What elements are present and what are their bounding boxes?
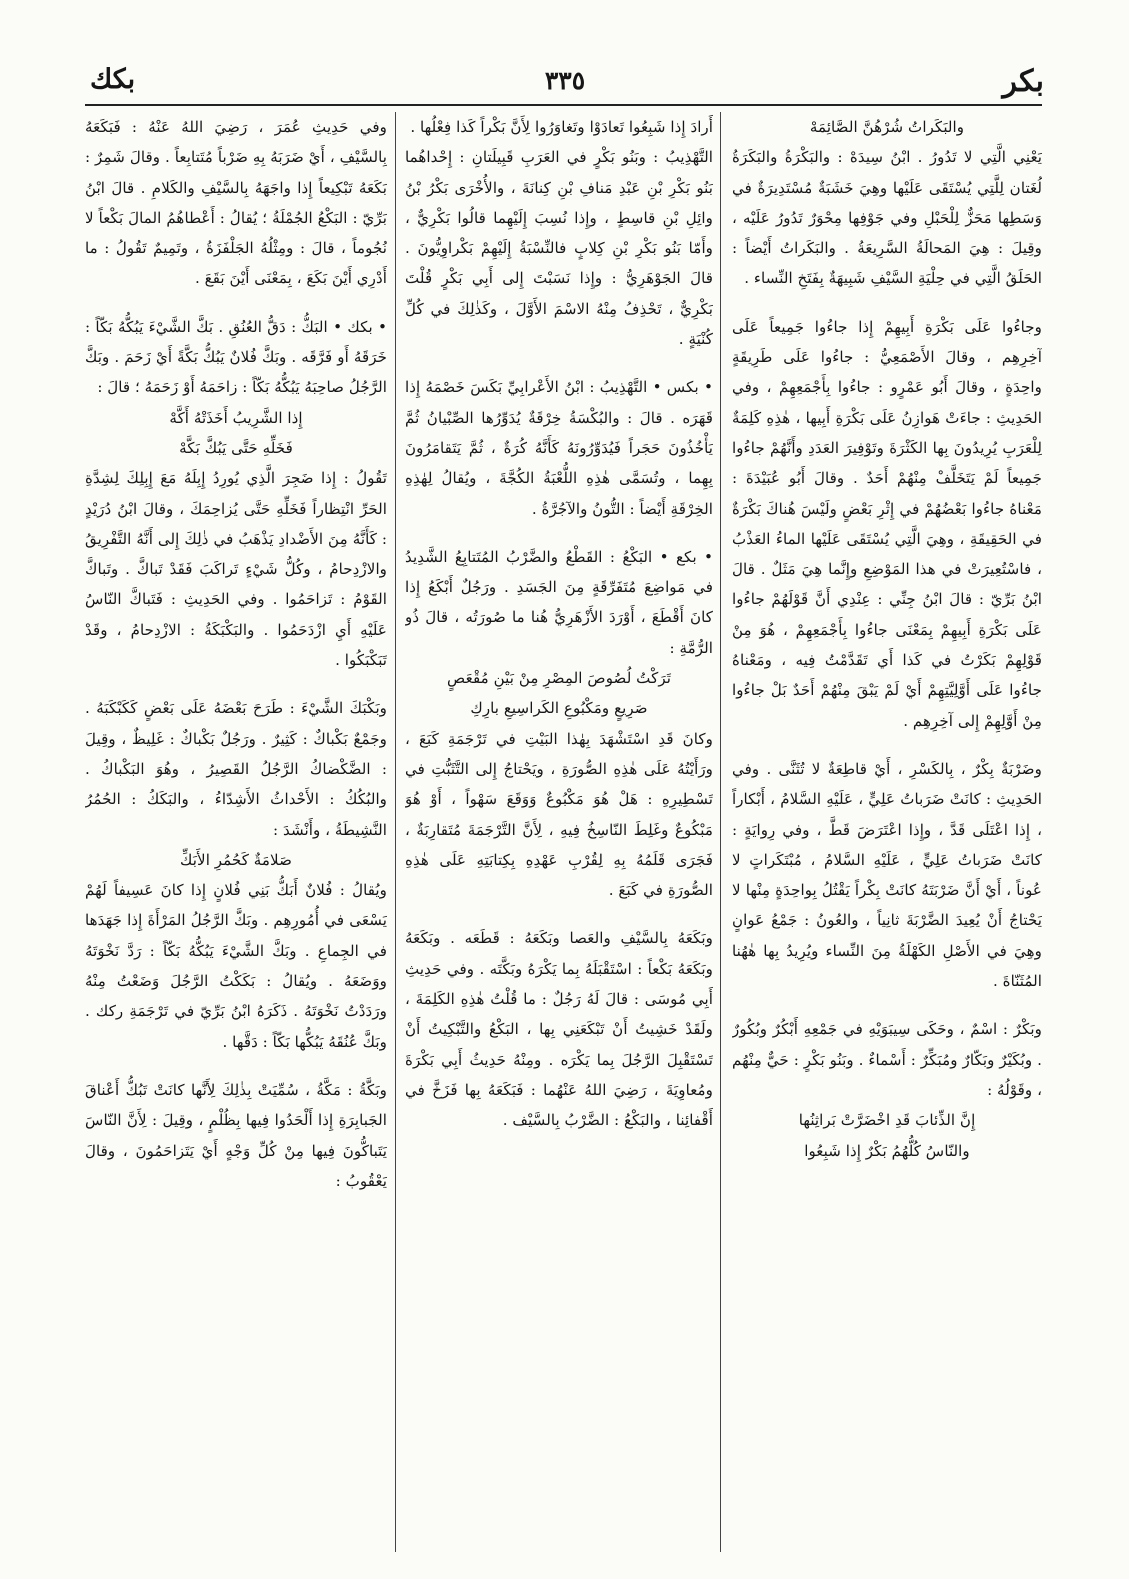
entry-baks: • بكس • التَّهْذِيبُ : ابْنُ الأَعْرابِيِّ بَكَسَ خَصْمَهُ إِذا قَهَرَه . قالَ : والبُكْسَةُ خِرْقَةٌ يُدَوِّرُها الصِّبْيانُ ثُمَّ يَأْخُذُونَ حَجَراً فَيُدَوِّرُونَهُ كَأَنَّهُ كُرَةٌ ، ثُمَّ يَتَقامَرُونَ بِهِما ، وتُسَمَّى هٰذِهِ اللُّعْبَةُ الكُجَّةَ ، ويُقالُ لِهٰذِهِ الخِرْقَةِ أَيْضاً : التُّونُ والآجُرَّةُ . — [405, 378, 713, 518]
column-divider — [395, 112, 396, 1552]
header-rule — [85, 104, 1042, 106]
column-middle — [405, 112, 713, 1552]
paragraph: التَّهْذِيبُ : وبَنُو بَكْرٍ في العَرَبِ قَبِيلَتانِ : إِحْداهُما بَنُو بَكْرِ بْنِ عَبْدِ مَنافِ بْنِ كِنانَةَ ، والأُخْرَى بَكْرُ بْنُ وائِلِ بْنِ قاسِطٍ ، وإِذا نُسِبَ إِلَيْهِما قالُوا بَكْرِيٌّ ، وأَمّا بَنُو بَكْرِ بْنِ كِلابٍ فالنِّسْبَةُ إِلَيْهِمْ بَكْراوِيُّونَ . قالَ الجَوْهَرِيُّ : وإِذا نَسَبْتَ إِلى أَبِي بَكْرٍ قُلْتَ بَكْرِيٌّ ، تَحْذِفُ مِنْهُ الاسْمَ الأَوَّلَ ، وكَذٰلِكَ في كُلِّ كُنْيَةٍ . — [405, 148, 713, 349]
running-head-left: بكك — [90, 64, 136, 95]
verse-line: فَخَلِّهِ حَتَّى يَبُكَّ بَكَّهْ — [179, 438, 293, 457]
paragraph: يَعْنِي الَّتِي لا تَدُورُ . ابْنُ سِيدَهْ : والبَكْرَةُ والبَكَرَةُ لُغَتان لِلَّتِي يُسْتَقَى عَلَيْها وهِيَ خَشَبَةٌ مُسْتَدِيرَةٌ في وَسَطِها مَحَزٌّ لِلْحَبْلِ وفي جَوْفِها مِحْوَرٌ تَدُورُ عَلَيْه ، وقِيلَ : هِيَ المَحالَةُ السَّرِيعَةُ . والبَكَراتُ أَيْضاً : الحَلَقُ الَّتِي في حِلْيَةِ السَّيْفِ شَبِيهَةٌ بِفَتَخِ النِّساء . — [732, 148, 1042, 288]
paragraph: وفي حَدِيثِ عُمَرَ ، رَضِيَ اللهُ عَنْهُ : فَبَكَعَهُ بِالسَّيْفِ ، أَيْ ضَرَبَهُ بِهِ ضَرْباً مُتَتابِعاً . وقالَ شَمِرٌ : بَكَعَهُ تَبْكِيعاً إِذا واجَهَهُ بِالسَّيْفِ والكَلامِ . قالَ ابْنُ بَرِّيّ : البَكْعُ الجُمْلَةُ ؛ يُقالُ : أَعْطاهُمُ المالَ بَكْعاً لا نُجُوماً ، قالَ : ومِثْلُهُ الجَلْفَزَةُ ، وتَمِيمٌ تَقُولُ : ما أَدْرِي أَيْنَ بَكَعَ ، بِمَعْنَى أَيْنَ بَقَعَ . — [85, 118, 387, 288]
column-right — [732, 112, 1042, 1552]
column-divider — [720, 112, 721, 1552]
paragraph: وضَرْبَةٌ بِكْرٌ ، بِالكَسْرِ ، أَيْ قاطِعَةٌ لا تُثَنَّى . وفي الحَدِيثِ : كانَتْ ضَرَباتُ عَلِيٍّ ، عَلَيْهِ السَّلامُ ، أَبْكاراً ، إِذا اعْتَلَى قَدَّ ، وإِذا اعْتَرَضَ قَطَّ ، وفي رِوايَةٍ : كانَتْ ضَرَباتُ عَلِيٍّ ، عَلَيْهِ السَّلامُ ، مُبْتَكَراتٍ لا عُوناً ، أَيْ أَنَّ ضَرْبَتَهُ كانَتْ بِكْراً يَقْتُلُ بِواحِدَةٍ مِنْها لا يَحْتاجُ أَنْ يُعِيدَ الضَّرْبَةَ ثانِياً ، والعُونُ : جَمْعُ عَوانٍ وهِيَ في الأَصْلِ الكَهْلَةُ مِنَ النِّساء ويُرِيدُ بِها هٰهُنا المُثَنّاةَ . — [732, 759, 1042, 991]
verse-line: والبَكَراتُ شُرْهُنَّ الصَّائِمَهْ — [809, 118, 965, 136]
paragraph: وبَكَعَهُ بِالسَّيْفِ والعَصا وبَكَعَهُ : قَطَعَه . وبَكَعَهُ وبَكَعَهُ بَكْعاً : اسْتَقْبَلَهُ بِما يَكْرَهُ وبَكَّتَه . وفي حَدِيثِ أَبِي مُوسَى : قالَ لَهُ رَجُلٌ : ما قُلْتُ هٰذِهِ الكَلِمَةَ ، ولَقَدْ خَشِيتُ أَنْ تَبْكَعَنِي بِها ، البَكْعُ والتَّبْكِيتُ أَنْ تَسْتَقْبِلَ الرَّجُلَ بِما يَكْرَه . ومِنْهُ حَدِيثُ أَبِي بَكْرَةَ ومُعاوِيَةَ ، رَضِيَ اللهُ عَنْهُما : فَبَكَعَهُ بِها فَزَخَّ في أَقْفائِنا ، والبَكْعُ : الضَّرْبُ بِالسَّيْف . — [405, 929, 713, 1130]
paragraph: وكانَ قَدِ اسْتَشْهَدَ بِهٰذا البَيْتِ في تَرْجَمَةِ كَبَعَ ، ورَأَيْتُهُ عَلَى هٰذِهِ الصُّورَةِ ، ويَحْتاجُ إِلى التَّثَبُّتِ في تَسْطِيرِهِ : هَلْ هُوَ مَكْبُوعٌ وَوَقَعَ سَهْواً ، أَوْ هُوَ مَبْكُوعٌ وغَلِطَ النّاسِخُ فِيهِ ، لِأَنَّ التَّرْجَمَةَ مُتَقارِبَةٌ ، فَجَرَى قَلَمُهُ بِهِ لِقُرْبِ عَهْدِهِ بِكِتابَتِهِ عَلَى هٰذِهِ الصُّورَةِ في كَبَعَ . — [405, 729, 713, 900]
paragraph: وبَكْبَكَ الشَّيْءَ : طَرَحَ بَعْضَهُ عَلَى بَعْضٍ كَكَبْكَبَهُ . وجَمْعٌ بَكْباكٌ : كَثِيرٌ . ورَجُلٌ بَكْباكٌ : غَلِيظٌ ، وقِيلَ : الضَّكْضاكُ الرَّجُلُ القَصِيرُ ، وهُوَ البَكْباكُ . والبُكُكُ : الأَحْداثُ الأَشِدّاءُ ، والبَكَكُ : الحُمُرُ النَّشِيطَةُ ، وأَنْشَدَ : — [85, 699, 387, 839]
paragraph: ويُقالُ : فُلانٌ أَبَكُّ بَنِي فُلانٍ إِذا كانَ عَسِيفاً لَهُمْ يَسْعَى في أُمُورِهِم . وبَكَّ الرَّجُلُ المَرْأَةَ إِذا جَهَدَها في الجِماعِ . وبَكَّ الشَّيْءَ يَبُكُّهُ بَكّاً : رَدَّ نَخْوَتَهُ ووَضَعَهُ . ويُقالُ : بَكَكْتُ الرَّجُلَ وَضَعْتُ مِنْهُ ورَدَدْتُ نَخْوَتَهُ . ذَكَرَهُ ابْنُ بَرِّيّ في تَرْجَمَةِ ركك . وبَكَّ عُنُقَهُ يَبُكُّها بَكّاً : دَقَّها . — [85, 881, 387, 1051]
entry-bak-a: • بكع • البَكْعُ : القَطْعُ والضَّرْبُ المُتَتابِعُ الشَّدِيدُ في مَواضِعَ مُتَفَرِّقَةٍ مِنَ الجَسَدِ . ورَجُلٌ أَبْكَعُ إِذا كانَ أَقْطَعَ ، أَوْرَدَ الأَزْهَرِيُّ هُنا ما صُورَتُه ، قالَ ذُو الرُّمَّةِ : — [405, 547, 713, 657]
page-number: ٣٣٥ — [544, 66, 586, 95]
paragraph: وجاءُوا عَلَى بَكْرَةِ أَبِيهِمْ إِذا جاءُوا جَمِيعاً عَلَى آخِرِهِم ، وقالَ الأَصْمَعِيُّ : جاءُوا عَلَى طَرِيقَةٍ واحِدَةٍ ، وقالَ أَبُو عَمْرٍو : جاءُوا بِأَجْمَعِهِمْ ، وفي الحَدِيثِ : جاءَتْ هَوازِنُ عَلَى بَكْرَةِ أَبِيها ، هٰذِهِ كَلِمَةٌ لِلْعَرَبِ يُرِيدُونَ بِها الكَثْرَةَ وتَوْفِيرَ العَدَدِ وأَنَّهُمْ جاءُوا جَمِيعاً لَمْ يَتَخَلَّفْ مِنْهُمْ أَحَدٌ . وقالَ أَبُو عُبَيْدَةَ : مَعْناهُ جاءُوا بَعْضُهُمْ في إِثْرِ بَعْضٍ ولَيْسَ هُناكَ بَكْرَةٌ في الحَقِيقَةِ ، وهِيَ الَّتِي يُسْتَقَى عَلَيْها الماءُ العَذْبُ ، فاسْتُعِيرَتْ في هذا المَوْضِعِ وإِنَّما هِيَ مَثَلٌ . قالَ ابْنُ بَرِّيّ : قالَ ابْنُ جِنِّي : عِنْدِي أَنَّ قَوْلَهُمْ جاءُوا عَلَى بَكْرَةِ أَبِيهِمْ بِمَعْنَى جاءُوا بِأَجْمَعِهِمْ ، هُوَ مِنْ قَوْلِهِمْ بَكَرْتُ في كَذا أَي تَقَدَّمْتُ فِيه ، ومَعْناهُ جاءُوا عَلَى أَوَّلِيَّتِهِمْ أَيْ لَمْ يَبْقَ مِنْهُمْ أَحَدٌ بَلْ جاءُوا مِنْ أَوَّلِهِمْ إِلى آخِرِهِم . — [732, 317, 1042, 730]
verse-line: والنّاسُ كُلُّهُمُ بَكْرٌ إِذا شَبِعُوا — [804, 1141, 970, 1160]
verse-line: تَرَكْتُ لُصُوصَ المِصْرِ مِنْ بَيْنِ مُقْعَصٍ — [447, 669, 671, 688]
paragraph: وبَكَّةُ : مَكَّةُ ، سُمِّيَتْ بِذٰلِكَ لِأَنَّها كانَتْ تَبُكُّ أَعْناقَ الجَبابِرَةِ إِذا أَلْحَدُوا فِيها بِظُلْمٍ ، وقِيلَ : لِأَنَّ النّاسَ يَتَباكُّونَ فِيها مِنْ كُلِّ وَجْهٍ أَيْ يَتَزاحَمُونَ ، وقالَ يَعْقُوبُ : — [85, 1080, 387, 1190]
paragraph: وبَكْرٌ : اسْمٌ ، وحَكَى سِيبَوَيْهِ في جَمْعِهِ أَبْكُرٌ وبُكُورٌ . وبُكَيْرٌ وبَكّارٌ ومُبَكِّرٌ : أَسْماءٌ . وبَنُو بَكْرٍ : حَيٌّ مِنْهُم ، وقَوْلُهُ : — [732, 1020, 1042, 1099]
verse-line: إِنَّ الذِّئابَ قَدِ اخْضَرَّتْ بَراثِنُها — [798, 1111, 976, 1130]
column-left — [85, 112, 387, 1552]
running-head-right: بكر — [1002, 64, 1044, 99]
verse-line: صَلامَةٌ كَحُمُرِ الأَبَكِّ — [180, 850, 292, 869]
verse-line: إِذا الشَّرِيبُ أَخَذَتْهُ أَكَّهْ — [169, 408, 303, 427]
paragraph: أَرادَ إِذا شَبِعُوا تَعادَوْا وتَغاوَرُوا لِأَنَّ بَكْراً كَذا فِعْلُها . — [410, 118, 713, 136]
paragraph: تَقُولُ : إِذا ضَجِرَ الَّذِي يُورِدُ إِبِلَهُ مَعَ إِبِلِكَ لِشِدَّةِ الحَرِّ انْتِظاراً فَخَلِّهِ حَتَّى يُزاحِمَكَ ، وقالَ ابْنُ دُرَيْدٍ : كَأَنَّهُ مِنَ الأَضْدادِ يَذْهَبُ في ذٰلِكَ إِلى أَنَّهُ التَّفْرِيقُ والازْدِحامُ ، وكُلُّ شَيْءٍ تَراكَبَ فَقَدْ تَباكَّ . وتَباكَّ القَوْمُ : تَزاحَمُوا . وفي الحَدِيثِ : فَتَباكَّ النّاسُ عَلَيْهِ أَيِ ازْدَحَمُوا . والبَكْبَكَةُ : الازْدِحامُ ، وقَدْ تَبَكْبَكُوا . — [85, 469, 387, 670]
verse-line: صَرِيعٍ ومَكْبُوعِ الكَراسِيعِ بارِكِ — [470, 699, 648, 718]
entry-bakk: • بكك • البَكُّ : دَقُّ العُنُقِ . بَكَّ الشَّيْءَ يَبُكُّهُ بَكّاً : خَرَقَهُ أَو فَرَّقَه . وبَكَّ فُلانٌ يَبُكُّ بَكَّةً أَيْ زَحَمَ . وبَكَّ الرَّجُلُ صاحِبَهُ يَبُكُّهُ بَكّاً : زاحَمَهُ أَوْ زَحَمَهُ ؛ قالَ : — [85, 317, 387, 397]
